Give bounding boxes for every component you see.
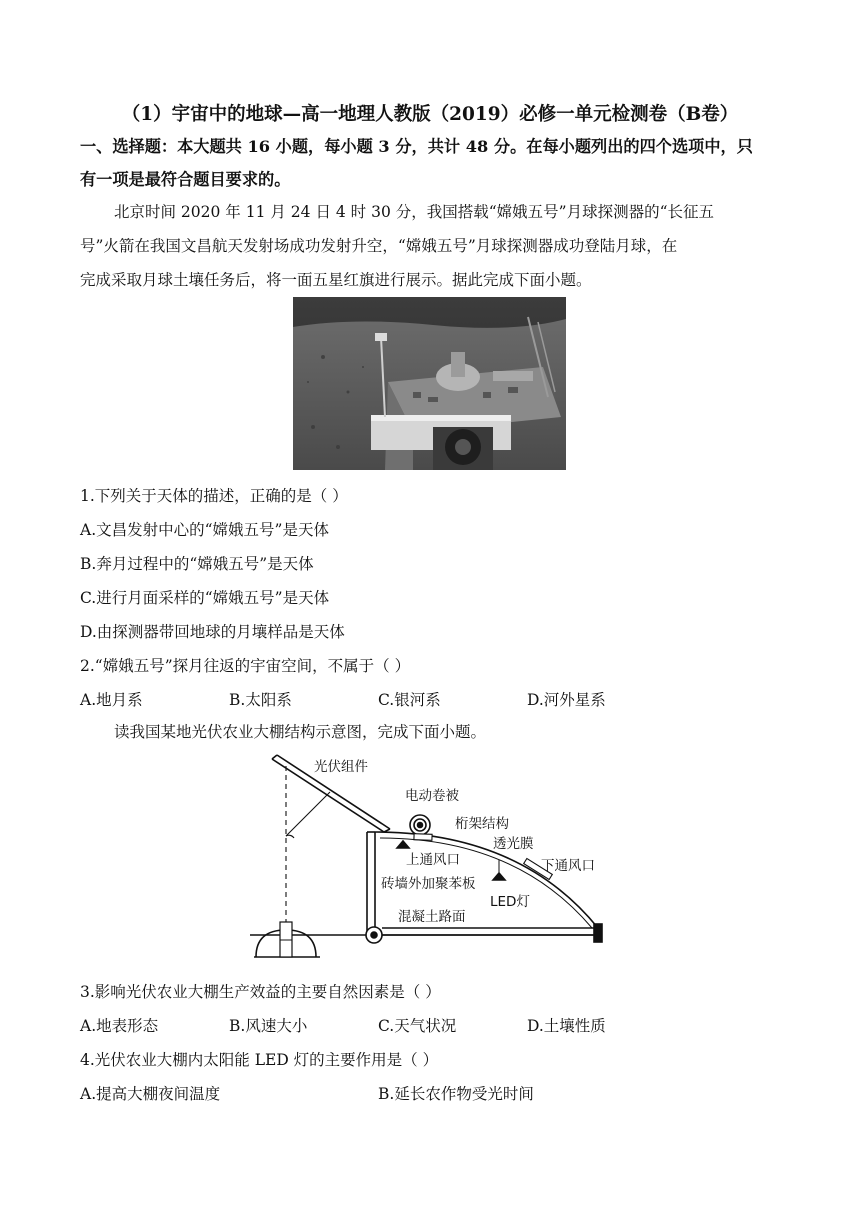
label-upper-vent: 上通风口 xyxy=(406,852,460,868)
label-brick-wall: 砖墙外加聚苯板 xyxy=(381,876,476,892)
section-instructions-line1: 一、选择题：本大题共 16 小题，每小题 3 分，共计 48 分。在每小题列出的四个选项中，只 xyxy=(80,137,753,156)
question-3-option-d: D.土壤性质 xyxy=(527,1017,606,1035)
question-1-option-c: C.进行月面采样的“嫦娥五号”是天体 xyxy=(80,589,330,607)
page-title: （1）宇宙中的地球—高一地理人教版（2019）必修一单元检测卷（B卷） xyxy=(121,104,739,125)
question-3-option-c: C.天气状况 xyxy=(378,1017,457,1035)
question-2-stem: 2.“嫦娥五号”探月往返的宇宙空间，不属于（ ） xyxy=(80,657,411,675)
question-2-option-c: C.银河系 xyxy=(378,691,441,709)
label-led: LED灯 xyxy=(490,894,530,910)
question-3-option-a: A.地表形态 xyxy=(80,1017,159,1035)
passage2: 读我国某地光伏农业大棚结构示意图，完成下面小题。 xyxy=(114,723,487,741)
section-instructions-line2: 有一项是最符合题目要求的。 xyxy=(80,170,291,189)
lunar-lander-photo xyxy=(293,297,566,470)
passage1-line1: 北京时间 2020 年 11 月 24 日 4 时 30 分，我国搭载“嫦娥五号”月球探测器的“长征五 xyxy=(114,203,715,221)
question-3-option-b: B.风速大小 xyxy=(229,1017,308,1035)
question-3-stem: 3.影响光伏农业大棚生产效益的主要自然因素是（ ） xyxy=(80,983,441,1001)
label-truss: 桁架结构 xyxy=(455,816,509,832)
label-electric-roller: 电动卷被 xyxy=(405,788,459,804)
question-1-stem: 1.下列关于天体的描述，正确的是（ ） xyxy=(80,487,348,505)
question-2-option-b: B.太阳系 xyxy=(229,691,292,709)
greenhouse-diagram xyxy=(250,752,620,967)
question-4-option-b: B.延长农作物受光时间 xyxy=(378,1085,534,1103)
question-1-option-d: D.由探测器带回地球的月壤样品是天体 xyxy=(80,623,345,641)
question-4-stem: 4.光伏农业大棚内太阳能 LED 灯的主要作用是（ ） xyxy=(80,1051,439,1069)
label-lower-vent: 下通风口 xyxy=(541,858,595,874)
question-2-option-a: A.地月系 xyxy=(80,691,143,709)
label-film: 透光膜 xyxy=(493,836,534,852)
passage1-line3: 完成采取月球土壤任务后，将一面五星红旗进行展示。据此完成下面小题。 xyxy=(80,271,592,289)
label-pv-module: 光伏组件 xyxy=(314,759,368,775)
question-2-option-d: D.河外星系 xyxy=(527,691,606,709)
passage1-line2: 号”火箭在我国文昌航天发射场成功发射升空，“嫦娥五号”月球探测器成功登陆月球，在 xyxy=(80,237,678,255)
question-1-option-a: A.文昌发射中心的“嫦娥五号”是天体 xyxy=(80,521,329,539)
question-1-option-b: B.奔月过程中的“嫦娥五号”是天体 xyxy=(80,555,314,573)
label-road: 混凝土路面 xyxy=(398,909,466,925)
question-4-option-a: A.提高大棚夜间温度 xyxy=(80,1085,221,1103)
